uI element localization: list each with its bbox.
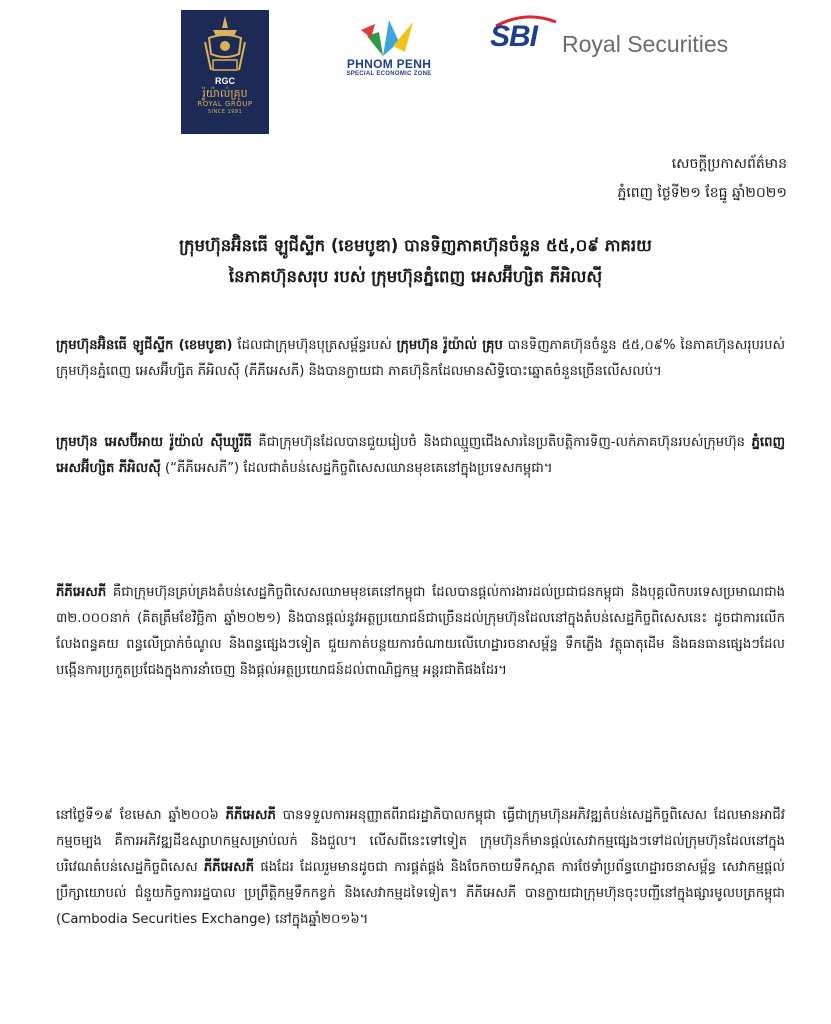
- p4-bold-2: ភីភីអេសភី: [203, 860, 255, 875]
- p2-text-1: គឺជាក្រុមហ៊ុនដែលបានជួយរៀបចំ និងជាឈ្មួញជើងសារនៃប្រតិបត្តិការទិញ-លក់ភាគហ៊ុនរបស់ក្រុមហ៊ុន: [251, 435, 752, 450]
- ppsez-logo: [328, 12, 450, 82]
- place-date: ភ្នំពេញ ថ្ងៃទី២១ ខែធ្នូ ឆ្នាំ២០២១: [617, 185, 787, 201]
- rgc-abbr: RGC: [215, 76, 235, 86]
- p3-text-1: គឺជាក្រុមហ៊ុនគ្រប់គ្រងតំបន់សេដ្ឋកិច្ចពិសេសឈាមមុខគេនៅកម្ពុជា ដែលបានផ្ដល់ការងារដល់ប្រជាជនកម្ពុជា និងបុគ្គលិកបរទេសប្រមាណជាង ៣២.០០០នាក់ (គិតត្រឹមខែវិច្ឆិកា ឆ្នាំ២០២១) និងបានផ្ដល់នូវអត្ថប្រយោជន៍ជាច្រើនដល់ក្រុមហ៊ុនដែលនៅក្នុងតំបន់សេដ្ឋកិច្ចពិសេសនេះ ដូចជាការលើកលែងពន្ធគយ ពន្ធលើប្រាក់ចំណូល និងពន្ធផ្សេងៗទៀត ជួយកាត់បន្ថយការចំណាយលើហេដ្ឋារចនាសម្ព័ន្ធ ទឹកភ្លើង វត្ថុធាតុដើម និងធនធានផ្សេងៗដែលបង្កើនការប្រកួតប្រជែងក្នុងការនាំចេញ និងផ្ដល់អត្ថប្រយោជន៍ដល់ពាណិជ្ជកម្ម អន្តរជាតិផងដែរ។: [56, 585, 785, 678]
- p2-bold-1: ក្រុមហ៊ុន អេសប៊ីអាយ រ៉ូយ៉ាល់ ស៊ីឃ្យួរីធី: [56, 435, 252, 450]
- paragraph-4: [56, 803, 785, 933]
- p3-bold-1: ភីភីអេសភី: [56, 585, 107, 600]
- press-release-meta: [617, 150, 787, 208]
- sbi-name: Royal Securities: [562, 31, 729, 57]
- p1-text-2: បានទិញភាគហ៊ុនចំនួន ៥៥,០៩% នៃភាគហ៊ុនសរុបរបស់ក្រុមហ៊ុនភ្នំពេញ អេសអ៊ីហ្សិត ភីអិលស៊ី (ភីភីអេសភី) និងបានក្លាយជា ភាគហ៊ុនិកដែលមានសិទ្ធិបោះឆ្នោតចំនួនច្រើនលើសលប់។: [56, 338, 786, 379]
- p1-bold-1: ក្រុមហ៊ុនអ៊ិនធើ ឡូជីស្ទីក (ខេមបូឌា): [56, 338, 233, 353]
- crown-emblem-icon: [195, 14, 255, 76]
- paragraph-3: [56, 580, 785, 684]
- p2-text-2: (“ភីភីអេសភី”) ដែលជាតំបន់សេដ្ឋកិច្ចពិសេសឈានមុខគេនៅក្នុងប្រទេសកម្ពុជា។: [160, 461, 553, 476]
- paragraph-1: [56, 333, 785, 385]
- p1-bold-2: ក្រុមហ៊ុន រ៉ូយ៉ាល់ គ្រុប: [396, 338, 503, 353]
- p4-bold-1: ភីភីអេសភី: [225, 808, 276, 823]
- sbi-royal-securities-logo: [490, 14, 750, 64]
- headline-line-2: នៃភាគហ៊ុនសរុប របស់ ក្រុមហ៊ុនភ្នំពេញ អេសអ៊ីហ្សិត ភីអិលស៊ី: [228, 267, 603, 286]
- p1-text-1: ដែលជាក្រុមហ៊ុនបុត្រសម្ព័ន្ធរបស់: [232, 338, 397, 353]
- headline-line-1: ក្រុមហ៊ុនអ៊ិនធើ ឡូជីស្ទីក (ខេមបូឌា) បានទិញភាគហ៊ុនចំនួន ៥៥,០៩ ភាគរយ: [179, 236, 652, 255]
- p2-bold-2: ភ្នំពេញ អេសអ៊ីហ្សិត ភីអិលស៊ី: [56, 435, 785, 476]
- p4-text-2: បានទទួលការអនុញ្ញាតពីរាជរដ្ឋាភិបាលកម្ពុជា ធ្វើជាក្រុមហ៊ុនអភិវឌ្ឍតំបន់សេដ្ឋកិច្ចពិសេស ដែលមានអាជីវកម្មចម្បង គឺការអភិវឌ្ឍដីឧស្សាហកម្មសម្រាប់លក់ និងជួល។ លើសពីនេះទៅទៀត ក្រុមហ៊ុនក៏មានផ្ដល់សេវាកម្មផ្សេងៗទៅដល់ក្រុមហ៊ុនដែលនៅក្នុងបរិវេណតំបន់សេដ្ឋកិច្ចពិសេស: [56, 808, 785, 875]
- ppsez-name: PHNOM PENH: [346, 57, 432, 71]
- logo-bar: [0, 0, 831, 140]
- sbi-mark: SBI: [490, 20, 538, 53]
- document-type: សេចក្ដីប្រកាសព័ត៌មាន: [671, 156, 787, 172]
- rgc-name-en: ROYAL GROUP: [197, 100, 253, 108]
- royal-group-logo: [181, 10, 269, 134]
- paragraph-2: [56, 430, 785, 482]
- p4-text-3: ផងដែរ ដែលរួមមានដូចជា ការផ្គត់ផ្គង់ និងចែកចាយទឹកស្អាត ការថែទាំប្រព័ន្ធហេដ្ឋារចនាសម្ព័ន្ធ សេវាកម្មផ្ដល់ប្រឹក្សាយោបល់ ជំនួយកិច្ចការរដ្ឋបាល ប្រព្រឹត្តិកម្មទឹកកខ្វក់ និងសេវាកម្មដទៃទៀត។ ភីភីអេសភី បានក្លាយជាក្រុមហ៊ុនចុះបញ្ជីនៅក្នុងផ្សារមូលបត្រកម្ពុជា (Cambodia Securities Exchange) នៅក្នុងឆ្នាំ២០១៦។: [56, 860, 785, 927]
- ppsez-subtitle: SPECIAL ECONOMIC ZONE: [346, 71, 432, 77]
- ppsez-mark-icon: [359, 12, 419, 58]
- rgc-since: SINCE 1991: [207, 109, 243, 115]
- rgc-name-kh: រ៉ូយ៉ាល់គ្រុប: [202, 87, 248, 100]
- headline: [40, 230, 791, 292]
- p4-text-1: នៅថ្ងៃទី១៩ ខែមេសា ឆ្នាំ២០០៦: [56, 808, 226, 823]
